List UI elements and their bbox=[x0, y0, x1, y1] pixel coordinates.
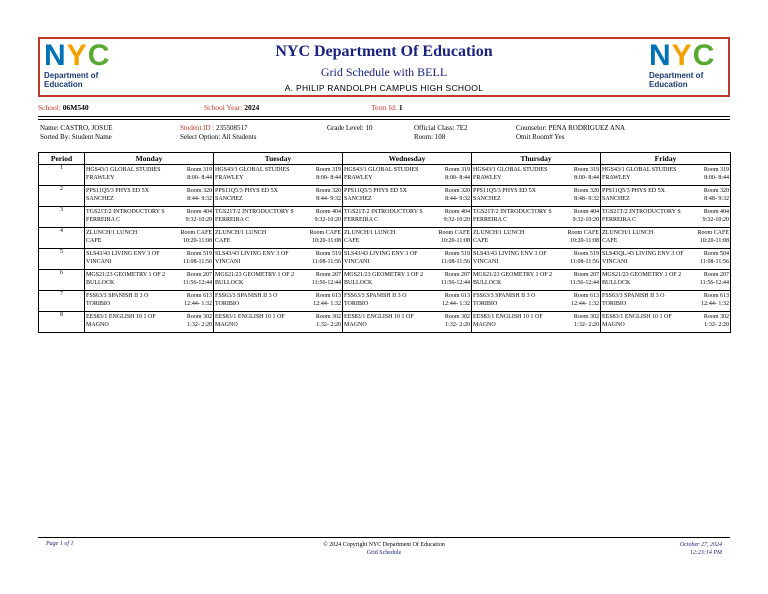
teacher-name: BULLOCK bbox=[86, 280, 115, 286]
class-time: 9:32-10:20 bbox=[572, 217, 599, 223]
class-cell bbox=[85, 249, 214, 270]
room-number: Room 519 bbox=[444, 251, 470, 257]
room-number: Room 319 bbox=[315, 167, 341, 173]
column-header: Thursday bbox=[472, 153, 601, 165]
year-label: School Year: bbox=[204, 103, 243, 112]
class-time: 12:44- 1:32 bbox=[313, 301, 341, 307]
teacher-name: VINCANI bbox=[344, 259, 370, 265]
column-header: Tuesday bbox=[214, 153, 343, 165]
room-number: Room 404 bbox=[186, 209, 212, 215]
class-time: 9:32-10:20 bbox=[314, 217, 341, 223]
grade-block bbox=[327, 124, 372, 133]
class-cell bbox=[343, 291, 472, 312]
logo-letter-c: C bbox=[692, 39, 714, 72]
course-name: HGS43/1 GLOBAL STUDIES bbox=[86, 167, 161, 173]
teacher-name: FRAWLEY bbox=[473, 175, 502, 181]
column-header: Period bbox=[39, 153, 85, 165]
class-time: 8:44- 9:32 bbox=[187, 196, 212, 202]
course-name: PPS11Q5/3 PHYS ED 5X bbox=[602, 188, 665, 194]
class-time: 11:56-12:44 bbox=[699, 280, 729, 286]
class-cell bbox=[601, 312, 731, 333]
teacher-name: FRAWLEY bbox=[86, 175, 115, 181]
class-time: 12:44- 1:32 bbox=[184, 301, 212, 307]
room-number: Room 302 bbox=[444, 314, 470, 320]
course-name: FSS63/3 SPANISH II 3 O bbox=[473, 293, 536, 299]
column-header: Wednesday bbox=[343, 153, 472, 165]
room-number: Room 319 bbox=[703, 167, 729, 173]
room-number: Room 519 bbox=[573, 251, 599, 257]
logo-letter-y: Y bbox=[671, 39, 691, 72]
class-time: 12:44- 1:32 bbox=[571, 301, 599, 307]
nyc-doe-logo-right bbox=[649, 39, 719, 91]
select-option: Select Option: All Students bbox=[180, 132, 257, 141]
column-header: Friday bbox=[601, 153, 731, 165]
room-number: Room CAFE bbox=[438, 230, 470, 236]
teacher-name: BULLOCK bbox=[344, 280, 373, 286]
term-info bbox=[371, 103, 403, 112]
period-number: 7 bbox=[39, 291, 85, 312]
schedule-row bbox=[39, 165, 731, 186]
teacher-name: FRAWLEY bbox=[215, 175, 244, 181]
room-number: Room 613 bbox=[444, 293, 470, 299]
term-value: 1 bbox=[398, 103, 403, 112]
print-date: October 27, 2024 bbox=[679, 542, 722, 548]
teacher-name: MAGNO bbox=[473, 322, 496, 328]
logo-caption-line1: Department of bbox=[44, 71, 99, 80]
class-time: 1:32- 2:20 bbox=[574, 322, 599, 328]
class-time: 8:44- 9:32 bbox=[316, 196, 341, 202]
class-cell bbox=[343, 207, 472, 228]
room-number: Room 207 bbox=[444, 272, 470, 278]
schedule-row bbox=[39, 270, 731, 291]
logo-caption-line2: Education bbox=[44, 80, 83, 89]
class-time: 11:56-12:44 bbox=[311, 280, 341, 286]
school-info bbox=[38, 103, 89, 112]
teacher-name: VINCANI bbox=[473, 259, 499, 265]
course-name: HGS43/1 GLOBAL STUDIES bbox=[602, 167, 677, 173]
teacher-name: TORIBIO bbox=[344, 301, 369, 307]
class-time: 12:44- 1:32 bbox=[701, 301, 729, 307]
room-number: Room 302 bbox=[315, 314, 341, 320]
course-name: PPS11Q5/3 PHYS ED 5X bbox=[344, 188, 407, 194]
course-name: ZLUNCH/1 LUNCH bbox=[86, 230, 138, 236]
class-cell bbox=[601, 186, 731, 207]
schedule-row bbox=[39, 312, 731, 333]
room-number: Room 320 bbox=[444, 188, 470, 194]
class-cell bbox=[601, 207, 731, 228]
class-time: 8:00- 8:44 bbox=[574, 175, 599, 181]
school-value: 06M540 bbox=[62, 103, 89, 112]
teacher-name: CAFE bbox=[602, 238, 618, 244]
room-number: Room 613 bbox=[315, 293, 341, 299]
schedule-row bbox=[39, 207, 731, 228]
course-name: TGS21T/2 INTRODUCTORY S bbox=[602, 209, 681, 215]
teacher-name: BULLOCK bbox=[602, 280, 631, 286]
class-cell bbox=[601, 291, 731, 312]
grade-level: Grade Level: 10 bbox=[327, 124, 373, 132]
teacher-name: FERREIRA C bbox=[602, 217, 637, 223]
class-time: 8:00- 8:44 bbox=[704, 175, 729, 181]
teacher-name: SANCHEZ bbox=[344, 196, 372, 202]
course-name: EES83/1 ENGLISH 10 1 OF bbox=[344, 314, 414, 320]
course-name: SLS43QL/43 LIVING ENV 3 OF bbox=[602, 251, 684, 257]
class-cell bbox=[214, 228, 343, 249]
column-header: Monday bbox=[85, 153, 214, 165]
room-number: Room 207 bbox=[186, 272, 212, 278]
class-cell bbox=[343, 270, 472, 291]
period-number: 2 bbox=[39, 186, 85, 207]
course-name: TGS21T/2 INTRODUCTORY S bbox=[344, 209, 423, 215]
class-time: 9:32-10:20 bbox=[185, 217, 212, 223]
class-cell bbox=[214, 207, 343, 228]
period-number: 4 bbox=[39, 228, 85, 249]
teacher-name: CAFE bbox=[473, 238, 489, 244]
teacher-name: MAGNO bbox=[602, 322, 625, 328]
schedule-row bbox=[39, 291, 731, 312]
print-timestamp bbox=[680, 541, 722, 557]
print-time: 12:23:14 PM bbox=[689, 550, 722, 556]
teacher-name: SANCHEZ bbox=[473, 196, 501, 202]
class-cell bbox=[214, 312, 343, 333]
room-number: Room 404 bbox=[444, 209, 470, 215]
course-name: FSS63/3 SPANISH II 3 O bbox=[602, 293, 665, 299]
class-time: 1:32- 2:20 bbox=[187, 322, 212, 328]
course-name: FSS63/3 SPANISH II 3 O bbox=[86, 293, 149, 299]
course-name: TGS21T/2 INTRODUCTORY S bbox=[215, 209, 294, 215]
class-time: 1:32- 2:20 bbox=[704, 322, 729, 328]
room-number: Room CAFE bbox=[567, 230, 599, 236]
room-number: Room 319 bbox=[444, 167, 470, 173]
room-number: Room 320 bbox=[573, 188, 599, 194]
copyright: © 2024 Copyright NYC Department Of Education bbox=[323, 542, 445, 548]
class-cell bbox=[601, 228, 731, 249]
class-time: 9:32-10:20 bbox=[702, 217, 729, 223]
teacher-name: TORIBIO bbox=[86, 301, 111, 307]
class-block bbox=[414, 124, 468, 141]
course-name: TGS21T/2 INTRODUCTORY S bbox=[86, 209, 165, 215]
class-time: 10:20-11:08 bbox=[182, 238, 212, 244]
period-number: 5 bbox=[39, 249, 85, 270]
teacher-name: TORIBIO bbox=[215, 301, 240, 307]
class-cell bbox=[472, 207, 601, 228]
class-cell bbox=[601, 270, 731, 291]
course-name: ZLUNCH/1 LUNCH bbox=[344, 230, 396, 236]
teacher-name: TORIBIO bbox=[602, 301, 627, 307]
omit-room: Omit Room# Yes bbox=[516, 132, 565, 141]
teacher-name: MAGNO bbox=[344, 322, 367, 328]
room-number: Room 404 bbox=[315, 209, 341, 215]
teacher-name: VINCANI bbox=[215, 259, 241, 265]
room-number: Room 519 bbox=[315, 251, 341, 257]
class-cell bbox=[343, 312, 472, 333]
teacher-name: FRAWLEY bbox=[344, 175, 373, 181]
room-number: Room 319 bbox=[573, 167, 599, 173]
school-label: School: bbox=[38, 103, 61, 112]
course-name: TGS21T/2 INTRODUCTORY S bbox=[473, 209, 552, 215]
class-time: 1:32- 2:20 bbox=[445, 322, 470, 328]
student-id-label: Student ID : bbox=[180, 124, 215, 132]
teacher-name: MAGNO bbox=[215, 322, 238, 328]
teacher-name: VINCANI bbox=[602, 259, 628, 265]
room-number: Room 404 bbox=[703, 209, 729, 215]
counselor-block bbox=[516, 124, 625, 141]
room-number: Room 302 bbox=[703, 314, 729, 320]
teacher-name: CAFE bbox=[344, 238, 360, 244]
class-time: 10:20-11:08 bbox=[311, 238, 341, 244]
class-time: 11:08-11:56 bbox=[441, 259, 470, 265]
course-name: EES83/1 ENGLISH 10 1 OF bbox=[86, 314, 156, 320]
class-time: 9:32-10:20 bbox=[443, 217, 470, 223]
course-name: MGS21/23 GEOMETRY 1 OF 2 bbox=[473, 272, 553, 278]
teacher-name: FERREIRA C bbox=[215, 217, 250, 223]
class-time: 10:20-11:08 bbox=[569, 238, 599, 244]
room-number: Room CAFE bbox=[697, 230, 729, 236]
logo-letter-n: N bbox=[44, 39, 65, 72]
class-cell bbox=[343, 249, 472, 270]
teacher-name: MAGNO bbox=[86, 322, 109, 328]
teacher-name: VINCANI bbox=[86, 259, 112, 265]
schedule-grid bbox=[38, 152, 731, 333]
class-cell bbox=[472, 312, 601, 333]
class-cell bbox=[85, 207, 214, 228]
class-cell bbox=[601, 249, 731, 270]
class-time: 12:44- 1:32 bbox=[442, 301, 470, 307]
course-name: MGS21/23 GEOMETRY 1 OF 2 bbox=[86, 272, 166, 278]
logo-caption-line2: Education bbox=[649, 80, 688, 89]
year-info bbox=[204, 103, 259, 112]
class-time: 8:00- 8:44 bbox=[187, 175, 212, 181]
class-cell bbox=[214, 249, 343, 270]
room-number: Room 207 bbox=[573, 272, 599, 278]
class-time: 8:00- 8:44 bbox=[445, 175, 470, 181]
class-time: 11:08-11:56 bbox=[570, 259, 599, 265]
class-cell bbox=[601, 165, 731, 186]
class-cell bbox=[85, 186, 214, 207]
class-cell bbox=[472, 249, 601, 270]
room-number: Room 613 bbox=[703, 293, 729, 299]
teacher-name: FERREIRA C bbox=[473, 217, 508, 223]
student-name-block bbox=[40, 124, 113, 141]
class-time: 10:20-11:08 bbox=[440, 238, 470, 244]
student-name: Name: CASTRO, JOSUE bbox=[40, 124, 113, 132]
room-number: Room 320 bbox=[315, 188, 341, 194]
class-time: 10:20-11:08 bbox=[699, 238, 729, 244]
class-time: 8:48- 9:32 bbox=[574, 196, 599, 202]
class-cell bbox=[214, 165, 343, 186]
counselor: Counselor: PENA RODRIGUEZ ANA bbox=[516, 124, 626, 132]
room-number: Room 320 bbox=[186, 188, 212, 194]
student-id-block bbox=[180, 124, 256, 141]
class-time: 8:00- 8:44 bbox=[316, 175, 341, 181]
room-number: Room 320 bbox=[703, 188, 729, 194]
logo-caption-line1: Department of bbox=[649, 71, 704, 80]
class-cell bbox=[85, 312, 214, 333]
class-cell bbox=[472, 165, 601, 186]
course-name: HGS43/1 GLOBAL STUDIES bbox=[344, 167, 419, 173]
class-time: 8:44- 9:32 bbox=[445, 196, 470, 202]
class-time: 11:08-11:56 bbox=[700, 259, 729, 265]
footer-divider bbox=[38, 537, 730, 538]
course-name: ZLUNCH/1 LUNCH bbox=[602, 230, 654, 236]
teacher-name: SANCHEZ bbox=[215, 196, 243, 202]
report-title: NYC Department Of Education bbox=[275, 43, 493, 60]
course-name: HGS43/1 GLOBAL STUDIES bbox=[215, 167, 290, 173]
class-cell bbox=[214, 270, 343, 291]
class-time: 11:56-12:44 bbox=[440, 280, 470, 286]
course-name: SLS43/43 LIVING ENV 3 OF bbox=[215, 251, 289, 257]
course-name: EES83/1 ENGLISH 10 1 OF bbox=[473, 314, 543, 320]
sorted-by: Sorted By: Student Name bbox=[40, 132, 112, 141]
period-number: 3 bbox=[39, 207, 85, 228]
course-name: EES83/1 ENGLISH 10 1 OF bbox=[602, 314, 672, 320]
schedule-row bbox=[39, 186, 731, 207]
teacher-name: BULLOCK bbox=[473, 280, 502, 286]
course-name: PPS11Q5/3 PHYS ED 5X bbox=[473, 188, 536, 194]
class-cell bbox=[85, 228, 214, 249]
logo-letter-n: N bbox=[649, 39, 670, 72]
class-time: 11:08-11:56 bbox=[312, 259, 341, 265]
teacher-name: SANCHEZ bbox=[602, 196, 630, 202]
room-number: Room 302 bbox=[186, 314, 212, 320]
official-class: Official Class: 7E2 bbox=[414, 124, 468, 132]
term-label: Term Id: bbox=[371, 103, 397, 112]
class-time: 11:08-11:56 bbox=[183, 259, 212, 265]
room-number: Room 302 bbox=[573, 314, 599, 320]
class-cell bbox=[472, 228, 601, 249]
class-cell bbox=[343, 165, 472, 186]
class-time: 1:32- 2:20 bbox=[316, 322, 341, 328]
grid-header-row bbox=[39, 153, 731, 165]
logo-letter-y: Y bbox=[66, 39, 86, 72]
class-cell bbox=[343, 186, 472, 207]
class-cell bbox=[214, 186, 343, 207]
class-cell bbox=[214, 291, 343, 312]
room: Room: 108 bbox=[414, 132, 446, 141]
teacher-name: FERREIRA C bbox=[344, 217, 379, 223]
class-cell bbox=[472, 291, 601, 312]
room-number: Room 319 bbox=[186, 167, 212, 173]
course-name: SLS43/43 LIVING ENV 3 OF bbox=[86, 251, 160, 257]
class-time: 11:56-12:44 bbox=[182, 280, 212, 286]
room-number: Room 613 bbox=[573, 293, 599, 299]
course-name: MGS21/23 GEOMETRY 1 OF 2 bbox=[602, 272, 682, 278]
room-number: Room CAFE bbox=[180, 230, 212, 236]
room-number: Room 404 bbox=[573, 209, 599, 215]
page-number: Page 1 of 1 bbox=[46, 541, 74, 547]
course-name: SLS43/43 LIVING ENV 3 OF bbox=[344, 251, 418, 257]
room-number: Room 207 bbox=[703, 272, 729, 278]
teacher-name: FRAWLEY bbox=[602, 175, 631, 181]
schedule-row bbox=[39, 228, 731, 249]
room-number: Room 207 bbox=[315, 272, 341, 278]
student-id-value: 235508517 bbox=[215, 124, 248, 132]
schedule-row bbox=[39, 249, 731, 270]
course-name: FSS63/3 SPANISH II 3 O bbox=[215, 293, 278, 299]
class-cell bbox=[472, 270, 601, 291]
course-name: ZLUNCH/1 LUNCH bbox=[473, 230, 525, 236]
report-name: Grid Schedule bbox=[366, 550, 402, 556]
report-subtitle: Grid Schedule with BELL bbox=[320, 65, 448, 79]
footer-copyright-block bbox=[0, 541, 768, 557]
divider bbox=[38, 116, 730, 117]
course-name: PPS11Q5/3 PHYS ED 5X bbox=[86, 188, 149, 194]
period-number: 6 bbox=[39, 270, 85, 291]
divider bbox=[38, 119, 730, 120]
course-name: PPS11Q5/3 PHYS ED 5X bbox=[215, 188, 278, 194]
class-cell bbox=[85, 291, 214, 312]
room-number: Room 613 bbox=[186, 293, 212, 299]
class-time: 11:56-12:44 bbox=[569, 280, 599, 286]
class-cell bbox=[85, 270, 214, 291]
course-name: HGS43/1 GLOBAL STUDIES bbox=[473, 167, 548, 173]
period-number: 1 bbox=[39, 165, 85, 186]
teacher-name: CAFE bbox=[86, 238, 102, 244]
teacher-name: FERREIRA C bbox=[86, 217, 121, 223]
course-name: MGS21/23 GEOMETRY 1 OF 2 bbox=[344, 272, 424, 278]
year-value: 2024 bbox=[244, 103, 260, 112]
course-name: FSS63/3 SPANISH II 3 O bbox=[344, 293, 407, 299]
teacher-name: SANCHEZ bbox=[86, 196, 114, 202]
logo-letter-c: C bbox=[87, 39, 109, 72]
course-name: EES83/1 ENGLISH 10 1 OF bbox=[215, 314, 285, 320]
teacher-name: TORIBIO bbox=[473, 301, 498, 307]
period-number: 8 bbox=[39, 312, 85, 333]
course-name: SLS43/43 LIVING ENV 3 OF bbox=[473, 251, 547, 257]
school-name: A. PHILIP RANDOLPH CAMPUS HIGH SCHOOL bbox=[284, 83, 484, 93]
class-time: 8:48- 9:32 bbox=[704, 196, 729, 202]
room-number: Room CAFE bbox=[309, 230, 341, 236]
room-number: Room 504 bbox=[703, 251, 729, 257]
class-cell bbox=[343, 228, 472, 249]
class-cell bbox=[472, 186, 601, 207]
report-header bbox=[38, 37, 730, 97]
course-name: MGS21/23 GEOMETRY 1 OF 2 bbox=[215, 272, 295, 278]
course-name: ZLUNCH/1 LUNCH bbox=[215, 230, 267, 236]
teacher-name: CAFE bbox=[215, 238, 231, 244]
teacher-name: BULLOCK bbox=[215, 280, 244, 286]
room-number: Room 519 bbox=[186, 251, 212, 257]
class-cell bbox=[85, 165, 214, 186]
